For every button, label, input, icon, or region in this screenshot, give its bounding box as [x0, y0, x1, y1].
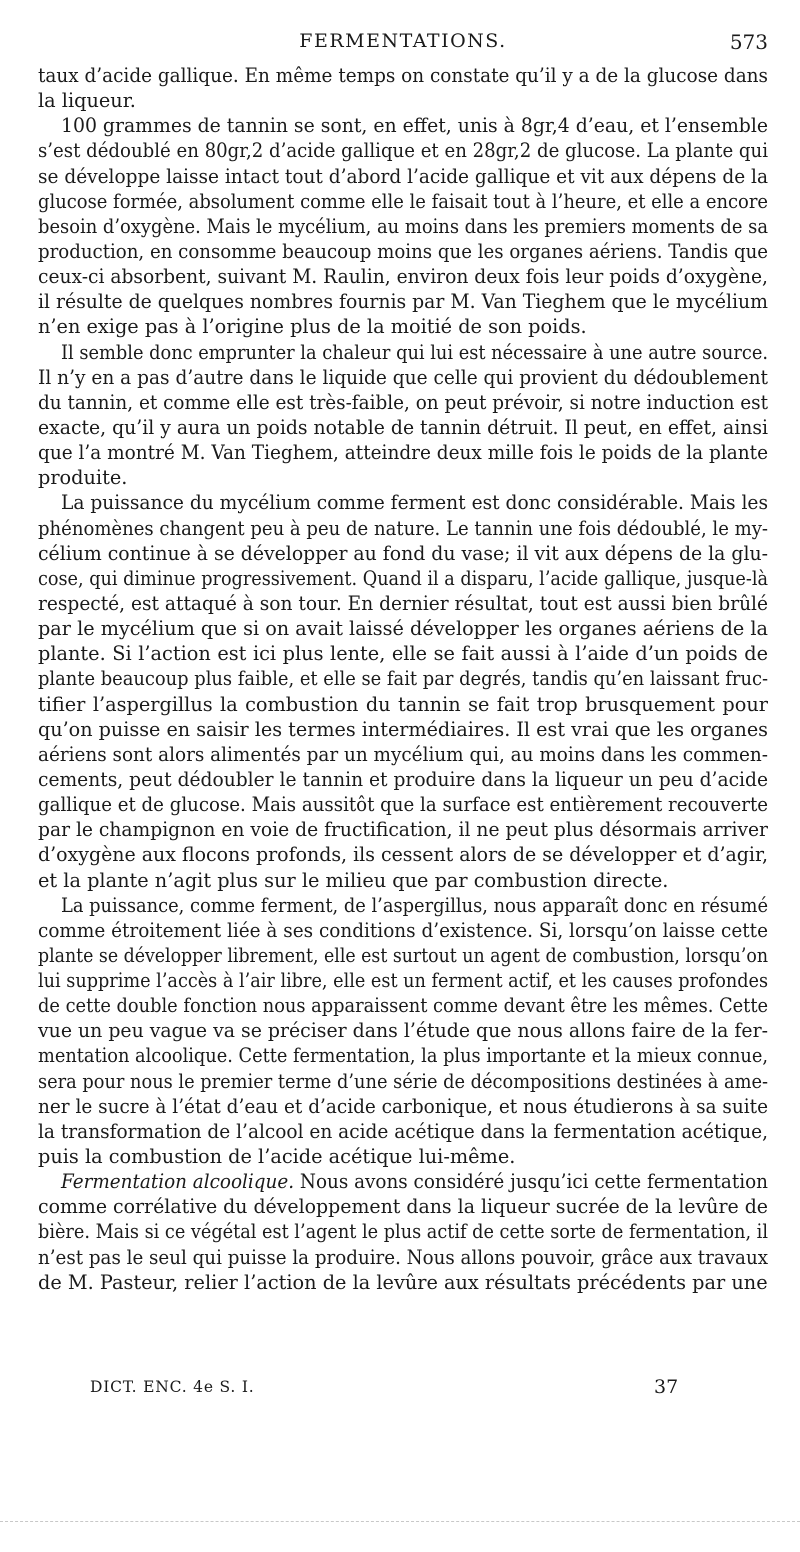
text-line: vue un peu vague va se préciser dans l’étude que nous allons faire de la fer-	[38, 1019, 768, 1043]
text-line	[38, 1169, 768, 1194]
text-line: se développe laisse intact tout d’abord l’acide gallique et vit aux dépens de la	[38, 164, 768, 188]
text-line: aériens sont alors alimentés par un mycélium qui, au moins dans les commen-	[38, 742, 768, 766]
text-line: produite.	[38, 466, 128, 490]
text-line: n’est pas le seul qui puisse la produire. Nous allons pouvoir, grâce aux travaux	[38, 1245, 768, 1269]
text-line: plante beaucoup plus faible, et elle se fait par degrés, tandis qu’en laissant fruc-	[38, 667, 768, 691]
text-line: par le champignon en voie de fructification, il ne peut plus désormais arriver	[38, 818, 768, 842]
page-footer	[90, 1376, 690, 1402]
text-line: La puissance, comme ferment, de l’aspergillus, nous apparaît donc en résumé	[61, 893, 768, 917]
text-line: Il n’y en a pas d’autre dans le liquide que celle qui provient du dédoublement	[38, 365, 768, 389]
text-line: phénomènes changent peu à peu de nature. Le tannin une fois dédoublé, le my-	[38, 516, 768, 540]
text-line: tifier l’aspergillus la combustion du tannin se fait trop brusquement pour	[38, 692, 768, 716]
page-number: 573	[729, 30, 768, 54]
text-line: sera pour nous le premier terme d’une série de décompositions destinées à ame-	[38, 1069, 768, 1093]
text-line: lui supprime l’accès à l’air libre, elle est un ferment actif, et les causes profondes	[38, 969, 768, 993]
text-line: bière. Mais si ce végétal est l’agent le plus actif de cette sorte de fermentation, il	[38, 1220, 768, 1244]
text-line: que l’a montré M. Van Tieghem, atteindre deux mille fois le poids de la plante	[38, 441, 768, 465]
line-text: Nous avons considéré jusqu’ici cette fermentation	[299, 1170, 768, 1194]
text-line: glucose formée, absolument comme elle le faisait tout à l’heure, et elle a encore	[38, 189, 768, 213]
text-line: besoin d’oxygène. Mais le mycélium, au moins dans les premiers moments de sa	[38, 214, 768, 238]
text-line: célium continue à se développer au fond du vase; il vit aux dépens de la glu-	[38, 541, 768, 565]
text-line: Il semble donc emprunter la chaleur qui lui est nécessaire à une autre source.	[61, 340, 768, 364]
text-line: mentation alcoolique. Cette fermentation, la plus importante et la mieux connue,	[38, 1044, 768, 1068]
text-line: taux d’acide gallique. En même temps on constate qu’il y a de la glucose dans	[38, 64, 768, 87]
text-line: puis la combustion de l’acide acétique lui-même.	[38, 1145, 516, 1169]
scan-edge-divider	[0, 1521, 800, 1524]
text-line: plante. Si l’action est ici plus lente, elle se fait aussi à l’aide d’un poids de	[38, 642, 768, 666]
text-line: qu’on puisse en saisir les termes intermédiaires. Il est vrai que les organes	[38, 717, 768, 741]
sheet-number: 37	[654, 1376, 679, 1398]
text-line: la liqueur.	[38, 89, 136, 113]
text-line: 100 grammes de tannin se sont, en effet, unis à 8gr,4 d’eau, et l’ensemble	[61, 114, 768, 138]
text-line: plante se développer librement, elle est surtout un agent de combustion, lorsqu’on	[38, 943, 768, 967]
text-line: exacte, qu’il y aura un poids notable de tannin détruit. Il peut, en effet, ainsi	[38, 415, 768, 439]
text-line: la transformation de l’alcool en acide acétique dans la fermentation acétique,	[38, 1119, 768, 1143]
text-line: par le mycélium que si on avait laissé développer les organes aériens de la	[38, 617, 768, 641]
text-line: comme étroitement liée à ses conditions d’existence. Si, lorsqu’on laisse cette	[38, 918, 768, 942]
text-line: production, en consomme beaucoup moins que les organes aériens. Tandis que	[38, 239, 768, 263]
running-header	[38, 30, 768, 60]
text-line: n’en exige pas à l’origine plus de la moitié de son poids.	[38, 315, 587, 339]
text-line: ner le sucre à l’état d’eau et d’acide carbonique, et nous étudierons à sa suite	[38, 1094, 768, 1118]
running-title: FERMENTATIONS.	[299, 30, 507, 52]
text-line: de M. Pasteur, relier l’action de la levûre aux résultats précédents par une	[38, 1270, 768, 1294]
section-heading: Fermentation alcoolique.	[61, 1170, 300, 1194]
text-line: de cette double fonction nous apparaissent comme devant être les mêmes. Cette	[38, 994, 768, 1018]
text-line: cements, peut dédoubler le tannin et produire dans la liqueur un peu d’acide	[38, 767, 768, 791]
text-line: s’est dédoublé en 80gr,2 d’acide gallique et en 28gr,2 de glucose. La plante qui	[38, 139, 768, 163]
text-line: cose, qui diminue progressivement. Quand il a disparu, l’acide gallique, jusque-là	[38, 566, 768, 590]
text-line: La puissance du mycélium comme ferment est donc considérable. Mais les	[61, 491, 768, 515]
text-line: du tannin, et comme elle est très-faible, on peut prévoir, si notre induction est	[38, 390, 768, 414]
text-line: comme corrélative du développement dans la liqueur sucrée de la levûre de	[38, 1195, 768, 1219]
text-line: d’oxygène aux flocons profonds, ils cessent alors de se développer et d’agir,	[38, 843, 768, 867]
body-text	[38, 63, 768, 1295]
text-line: ceux-ci absorbent, suivant M. Raulin, environ deux fois leur poids d’oxygène,	[38, 265, 768, 289]
text-line: et la plante n’agit plus sur le milieu que par combustion directe.	[38, 868, 669, 892]
signature-mark: DICT. ENC. 4e S. I.	[90, 1378, 255, 1396]
text-line: il résulte de quelques nombres fournis par M. Van Tieghem que le mycélium	[38, 290, 768, 314]
text-line: gallique et de glucose. Mais aussitôt que la surface est entièrement recouverte	[38, 793, 768, 817]
text-line: respecté, est attaqué à son tour. En dernier résultat, tout est aussi bien brûlé	[38, 591, 768, 615]
